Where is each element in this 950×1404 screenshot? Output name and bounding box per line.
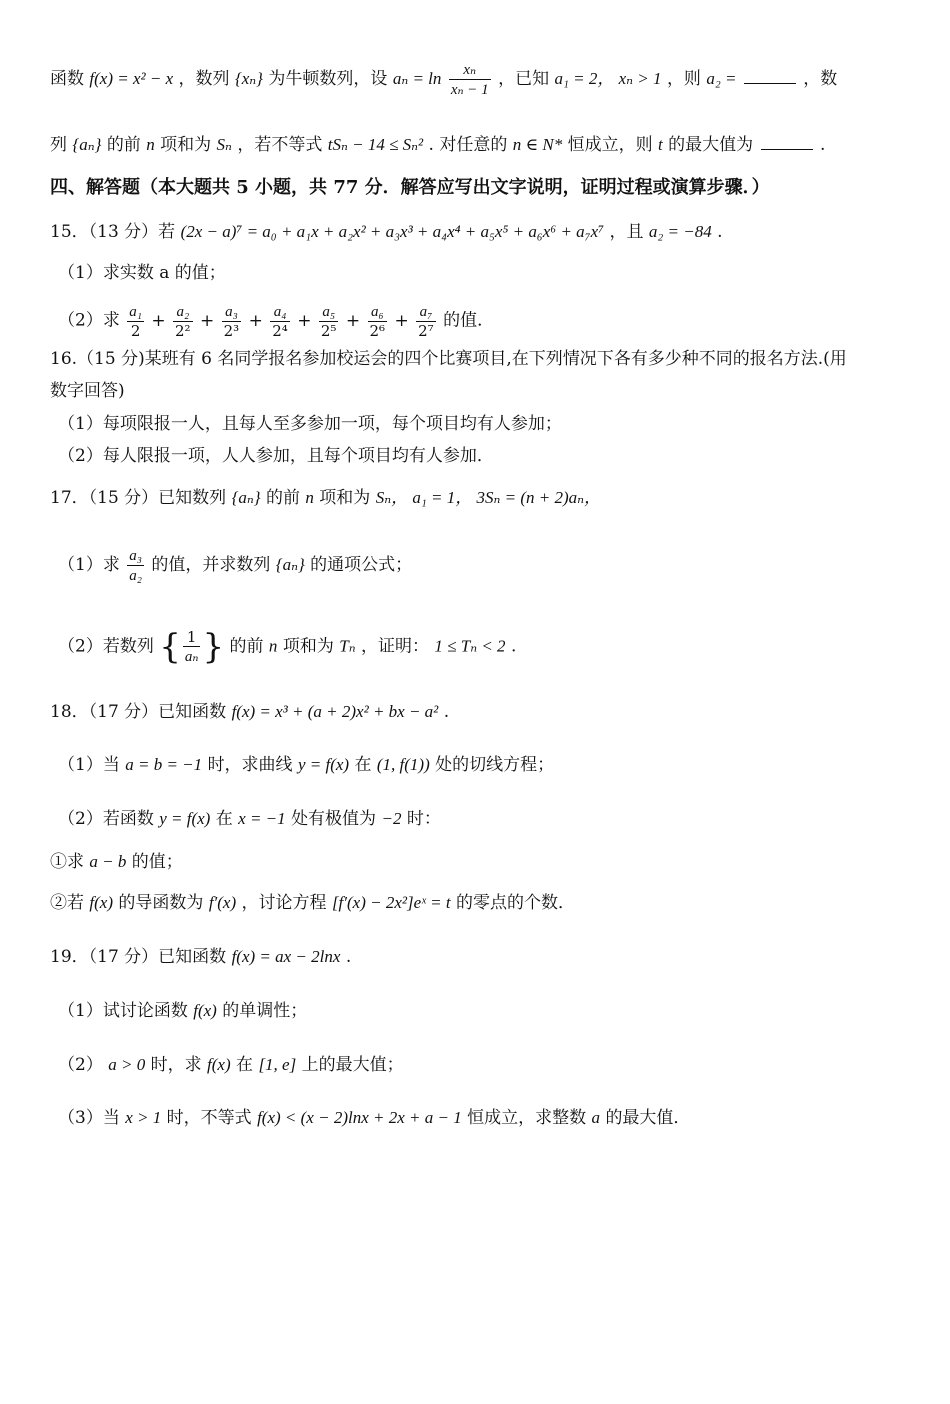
q18-stem [50, 698, 449, 726]
text: 的值； [131, 852, 183, 872]
fraction-term [368, 302, 388, 340]
text: . [717, 222, 723, 242]
text: 的零点的个数． [456, 893, 576, 913]
text: 的单调性； [222, 1001, 308, 1021]
fraction-denominator: 2⁵ [320, 322, 337, 340]
function-expression: f(x) = x² − x [89, 69, 174, 88]
q19-part-1 [58, 997, 307, 1025]
fraction-sum [125, 304, 437, 340]
text: ①求 [50, 852, 84, 872]
fraction-term [222, 302, 242, 340]
fraction-numerator: a₃ [129, 548, 142, 564]
text: 的值，并求数列 [151, 555, 271, 575]
text: 为牛顿数列，设 [268, 69, 388, 89]
value: −2 [381, 809, 402, 828]
text: （1）求 [58, 555, 120, 575]
plus-sign: + [145, 310, 172, 331]
domain-expression: n ∈ N* [512, 135, 563, 154]
fraction-numerator: a₁ [129, 304, 142, 320]
text: 的前 [265, 488, 300, 508]
text: 的值． [443, 310, 495, 331]
fraction-term [127, 302, 144, 340]
q15-part-2 [58, 302, 494, 340]
variable-t: t [658, 135, 663, 154]
condition: Sₙ， a₁ = 1， 3Sₙ = (n + 2)aₙ， [375, 488, 602, 507]
text: 的通项公式； [310, 555, 413, 575]
text: 的前 [229, 636, 264, 657]
text: . [819, 135, 826, 155]
sum-symbol: Tₙ [339, 636, 356, 656]
question-number: 17．（15 分）已知数列 [50, 488, 227, 508]
text: 列 [50, 135, 67, 155]
q18-part-1 [58, 751, 554, 779]
plus-sign: + [340, 310, 366, 331]
inequality: 1 ≤ Tₙ < 2 [434, 636, 506, 656]
fraction-numerator: a₆ [370, 304, 384, 320]
text: 上的最大值； [301, 1055, 404, 1075]
fraction-numerator: a₄ [273, 304, 287, 320]
text: （1）试讨论函数 [58, 1001, 188, 1021]
fraction [127, 546, 144, 585]
condition: a = b = −1 [125, 755, 203, 774]
equation: [f′(x) − 2x²]eˣ = t [331, 893, 451, 912]
q19-part-2 [58, 1051, 404, 1079]
text: 恒成立，则 [567, 135, 653, 155]
expression: a − b [89, 852, 127, 871]
fraction-denominator: xₙ − 1 [450, 82, 489, 98]
sequence-symbol: {xₙ} [234, 69, 263, 88]
fraction-term [416, 302, 436, 340]
q16-stem-line-2: 数字回答) [50, 381, 125, 401]
definition-lhs: aₙ = ln [392, 69, 442, 88]
text: 处有极值为 [291, 809, 377, 829]
text: （2）求 [58, 310, 120, 331]
function-expression: f(x) = ax − 2lnx [231, 947, 341, 966]
sequence-symbol: {aₙ} [72, 135, 102, 154]
fraction-numerator: a₇ [419, 304, 433, 320]
text: 的导函数为 [118, 893, 204, 913]
text: . [510, 636, 517, 657]
q17-part-2 [58, 628, 516, 666]
text: 时，求曲线 [207, 755, 293, 775]
plus-sign: + [389, 310, 415, 331]
q19-stem [50, 943, 351, 971]
sum-symbol: Sₙ [216, 135, 232, 154]
condition: a₂ = −84 [648, 222, 712, 241]
inequality: f(x) < (x − 2)lnx + 2x + a − 1 [257, 1108, 462, 1127]
q16-part-1: （1）每项限报一人，且每人至多参加一项，每个项目均有人参加； [58, 414, 562, 434]
text: 时，不等式 [166, 1108, 252, 1128]
text: . [443, 702, 450, 722]
function-symbol: f(x) [193, 1001, 217, 1020]
fraction-term [319, 302, 339, 340]
question-number: 15．（13 分）若 [50, 222, 176, 242]
condition: a₁ = 2， xₙ > 1 [554, 69, 662, 88]
fraction-denominator: aₙ [184, 649, 199, 665]
text: 恒成立，求整数 [467, 1108, 587, 1128]
variable-n: n [305, 488, 314, 507]
condition: a > 0 [108, 1055, 146, 1074]
sequence-symbol: {aₙ} [275, 555, 305, 574]
variable-a: a [591, 1108, 601, 1127]
text: ②若 [50, 893, 84, 913]
text: ，证明： [361, 636, 429, 657]
text: ，若不等式 [237, 135, 323, 155]
text: ，已知 [498, 69, 550, 89]
text: 时，求 [150, 1055, 202, 1075]
fraction-denominator: 2³ [223, 322, 240, 340]
function-symbol: f(x) [207, 1055, 231, 1074]
interval: [1, e] [258, 1055, 297, 1074]
q17-stem [50, 484, 601, 512]
sequence-symbol: {aₙ} [231, 488, 261, 507]
q19-part-3 [58, 1104, 690, 1132]
condition: x > 1 [125, 1108, 162, 1127]
fraction-numerator: a₃ [225, 304, 238, 320]
fraction-denominator: 2⁷ [418, 322, 434, 340]
question-number: 18．（17 分）已知函数 [50, 702, 227, 722]
fraction-denominator: 2⁶ [369, 322, 386, 340]
answer-blank-2[interactable] [761, 133, 813, 150]
text: （3）当 [58, 1108, 120, 1128]
text: ，则 [666, 69, 701, 89]
text: . [345, 947, 352, 967]
function-expression: y = f(x) [159, 809, 211, 828]
fraction-denominator: 2⁴ [272, 322, 288, 340]
text: ，讨论方程 [241, 893, 327, 913]
text: ，数列 [178, 69, 230, 89]
fraction [183, 628, 201, 666]
q18-part-2 [58, 805, 441, 833]
text: 在 [236, 1055, 254, 1075]
text: ，且 [609, 222, 644, 242]
fraction-numerator: 1 [186, 628, 197, 646]
q18-subpart-2 [50, 889, 575, 917]
text: （1）当 [58, 755, 120, 775]
plus-sign: + [291, 310, 317, 331]
curve-expression: y = f(x) [297, 755, 350, 774]
text: 函数 [50, 69, 84, 89]
fraction-denominator: 2² [175, 322, 191, 340]
fraction-numerator: xₙ [463, 62, 477, 78]
text: 在 [354, 755, 372, 775]
fraction-denominator: a₂ [129, 568, 142, 584]
text: 项和为 [319, 488, 371, 508]
left-brace: { [159, 627, 181, 667]
variable-n: n [146, 135, 155, 154]
section-header: 四、解答题（本大题共 5 小题，共 77 分．解答应写出文字说明，证明过程或演算步骤．） [50, 177, 770, 198]
text: 的最大值． [605, 1108, 691, 1128]
plus-sign: + [243, 310, 269, 331]
fraction-numerator: a₂ [176, 304, 190, 320]
fraction-term [270, 302, 290, 340]
text: 时： [406, 809, 441, 829]
text: （2）若数列 [58, 636, 154, 657]
q18-subpart-1 [50, 848, 183, 876]
function-symbol: f(x) [89, 893, 113, 912]
q17-part-1 [58, 546, 412, 585]
fraction-term [173, 302, 193, 340]
text: . 对任意的 [428, 135, 508, 155]
plus-sign: + [194, 310, 220, 331]
q15-part-1: （1）求实数 a 的值； [58, 263, 226, 283]
fraction-numerator: a₅ [322, 304, 336, 320]
point-expression: (1, f(1)) [376, 755, 430, 774]
fill-in-problem-line-1 [50, 60, 837, 99]
text: （2）若函数 [58, 809, 154, 829]
variable-n: n [268, 636, 278, 656]
text: 处的切线方程； [435, 755, 555, 775]
question-expression: a₂ = [706, 69, 737, 88]
text: 项和为 [282, 636, 334, 657]
expansion-expression: (2x − a)⁷ = a₀ + a₁x + a₂x² + a₃x³ + a₄x⁴ + a₅x⁵ + a₆x⁶ + a₇x⁷ [180, 222, 605, 241]
fill-in-problem-line-2 [50, 131, 825, 159]
text: （2） [58, 1055, 103, 1075]
fraction [449, 60, 491, 99]
text: ，数 [803, 69, 838, 89]
fraction-denominator: 2 [130, 322, 141, 340]
q16-stem-line-1: 16.（15 分)某班有 6 名同学报名参加校运会的四个比赛项目,在下列情况下各有多少种不同的报名方法.(用 [50, 349, 847, 369]
text: 的前 [106, 135, 141, 155]
answer-blank-1[interactable] [744, 67, 796, 84]
right-brace: } [202, 627, 225, 667]
q15-stem [50, 218, 723, 246]
question-number: 19．（17 分）已知函数 [50, 947, 227, 967]
text: 的最大值为 [668, 135, 754, 155]
q16-part-2: （2）每人限报一项，人人参加，且每个项目均有人参加． [58, 446, 494, 466]
point-expression: x = −1 [238, 809, 286, 828]
text: 在 [215, 809, 233, 829]
inequality: tSₙ − 14 ≤ Sₙ² [327, 135, 424, 154]
derivative-symbol: f′(x) [208, 893, 237, 912]
function-expression: f(x) = x³ + (a + 2)x² + bx − a² [231, 702, 439, 721]
text: 项和为 [160, 135, 212, 155]
